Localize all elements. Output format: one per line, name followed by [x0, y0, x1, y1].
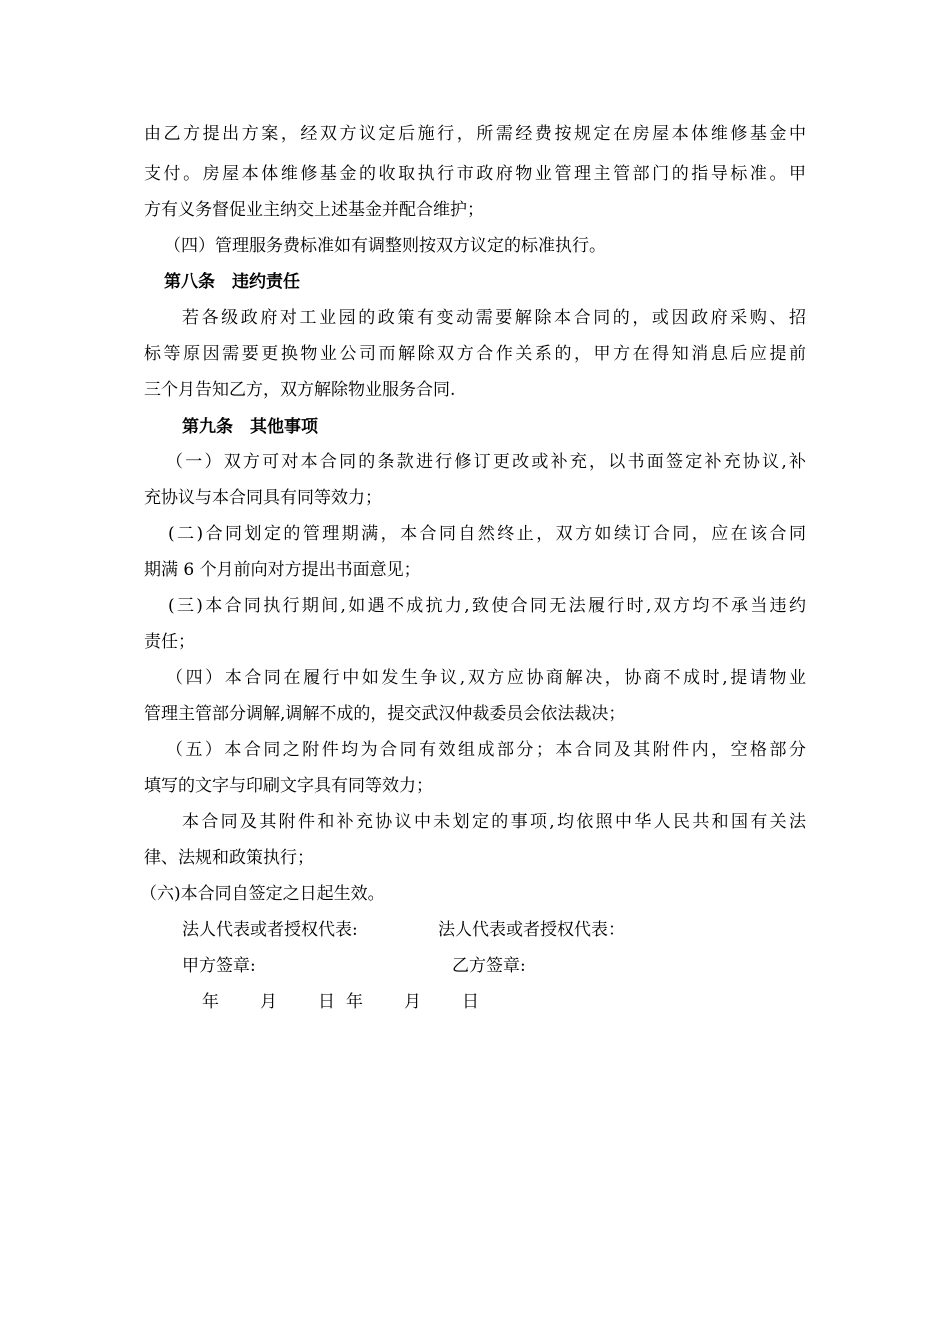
paragraph-line: 支付。房屋本体维修基金的收取执行市政府物业管理主管部门的指导标准。甲 — [144, 164, 806, 184]
date-year-right: 年 — [346, 992, 363, 1012]
paragraph-line: 由乙方提出方案，经双方议定后施行，所需经费按规定在房屋本体维修基金中 — [144, 124, 806, 144]
clause-line: 充协议与本合同具有同等效力； — [144, 488, 382, 508]
rep-label-left: 法人代表或者授权代表: — [182, 920, 358, 940]
article-9-heading: 第九条 其他事项 — [182, 417, 318, 437]
effective-clause: （六)本合同自签定之日起生效。 — [140, 884, 385, 904]
paragraph-line: 若各级政府对工业园的政策有变动需要解除本合同的，或因政府采购、招 — [182, 308, 806, 328]
article-8-heading: 第八条 违约责任 — [164, 272, 300, 292]
clause-line: （四）本合同在履行中如发生争议,双方应协商解决，协商不成时,提请物业 — [166, 668, 806, 688]
date-day-left: 日 — [318, 992, 335, 1012]
clause-line: 本合同及其附件和补充协议中未划定的事项,均依照中华人民共和国有关法 — [182, 812, 806, 832]
clause-line: （五）本合同之附件均为合同有效组成部分；本合同及其附件内，空格部分 — [166, 740, 806, 760]
rep-label-right: 法人代表或者授权代表： — [438, 920, 625, 940]
fee-adjustment-item: （四）管理服务费标准如有调整则按双方议定的标准执行。 — [164, 236, 606, 256]
clause-line: 律、法规和政策执行； — [144, 848, 314, 868]
clause-line: (二)合同划定的管理期满，本合同自然终止，双方如续订合同，应在该合同 — [168, 524, 806, 544]
date-year-left: 年 — [202, 992, 219, 1012]
clause-line: 期满 6 个月前向对方提出书面意见； — [144, 560, 421, 580]
clause-line: 管理主管部分调解,调解不成的，提交武汉仲裁委员会依法裁决； — [144, 704, 626, 724]
date-month-right: 月 — [404, 992, 421, 1012]
paragraph-line: 三个月告知乙方，双方解除物业服务合同. — [144, 380, 456, 400]
party-b-seal-label: 乙方签章: — [452, 956, 526, 976]
date-day-right: 日 — [462, 992, 479, 1012]
clause-line: （一）双方可对本合同的条款进行修订更改或补充，以书面签定补充协议,补 — [166, 452, 806, 472]
clause-line: (三)本合同执行期间,如遇不成抗力,致使合同无法履行时,双方均不承当违约 — [168, 596, 806, 616]
party-a-seal-label: 甲方签章: — [182, 956, 256, 976]
clause-line: 填写的文字与印刷文字具有同等效力； — [144, 776, 433, 796]
clause-line: 责任； — [144, 632, 195, 652]
date-month-left: 月 — [260, 992, 277, 1012]
paragraph-line: 标等原因需要更换物业公司而解除双方合作关系的，甲方在得知消息后应提前 — [144, 344, 806, 364]
paragraph-line: 方有义务督促业主纳交上述基金并配合维护； — [144, 200, 484, 220]
